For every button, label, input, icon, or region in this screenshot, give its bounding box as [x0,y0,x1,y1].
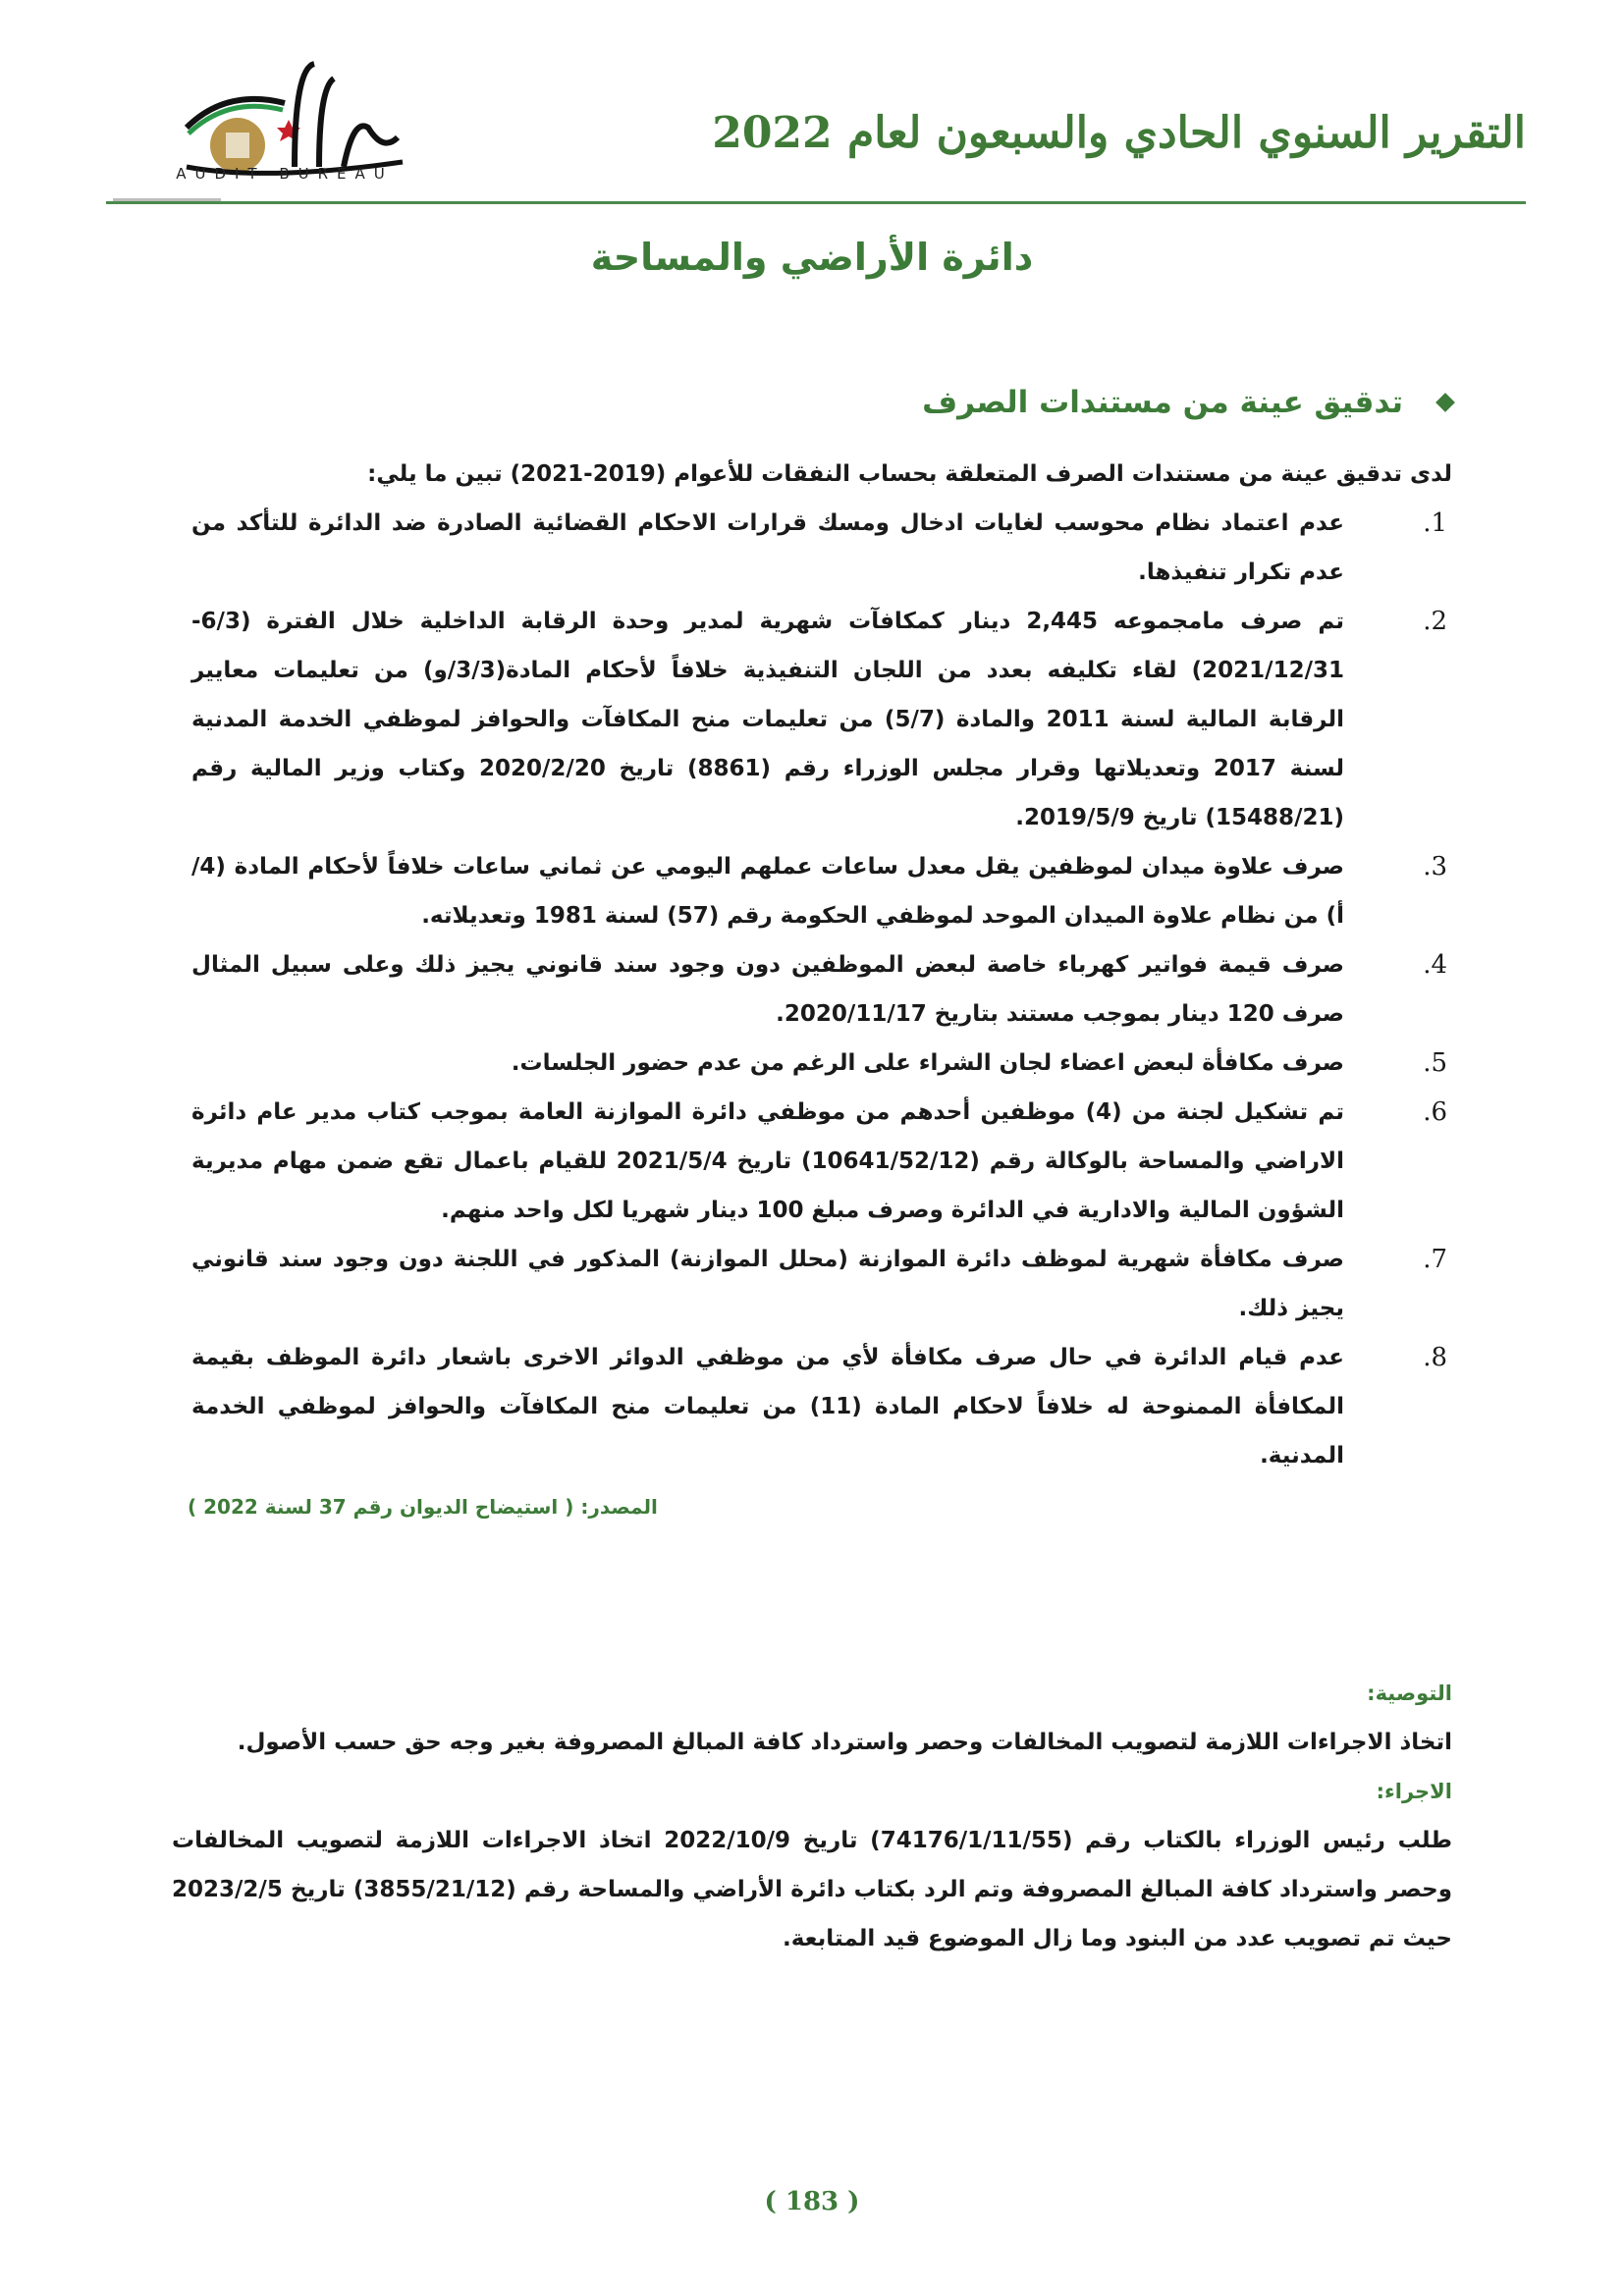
action-text: طلب رئيس الوزراء بالكتاب رقم (74176/1/11/55) تاريخ 2022/10/9 اتخاذ الاجراءات اللازمة لتصويب المخالفات وحصر واسترداد كافة المبالغ المصروفة وتم الرد بكتاب دائرة الأراضي والمساحة رقم (3855/21/12) تاريخ 2023/2/5 حيث تم تصويب عدد من البنود وما زال الموضوع قيد المتابعة. [172,1828,1452,1951]
item-text: عدم اعتماد نظام محوسب لغايات ادخال ومسك قرارات الاحكام القضائية الصادرة ضد الدائرة للتأكد من عدم تكرار تنفيذها. [191,510,1344,585]
item-number: 3. [1423,852,1447,881]
source-text: المصدر: ( استيضاح الديوان رقم 37 لسنة 2022 ) [188,1495,658,1519]
item-text: صرف علاوة ميدان لموظفين يقل معدل ساعات عملهم اليومي عن ثماني ساعات خلافاً لأحكام المادة (4/ أ) من نظام علاوة الميدان الموحد لموظفي الحكومة رقم (57) لسنة 1981 وتعديلاته. [191,854,1344,929]
recommendation-section [172,1669,1452,1963]
section-title: دائرة الأراضي والمساحة [590,236,1034,279]
intro-paragraph: لدى تدقيق عينة من مستندات الصرف المتعلقة بحساب النفقات للأعوام (2019-2021) تبين ما يلي: [367,461,1452,487]
finding-item [191,597,1447,842]
item-text: صرف مكافأة شهرية لموظف دائرة الموازنة (محلل الموازنة) المذكور في اللجنة دون وجود سند قانوني يجيز ذلك. [191,1247,1344,1321]
action-label: الاجراء: [1376,1780,1452,1803]
finding-item [191,1235,1447,1333]
header-divider-accent [113,198,221,201]
item-text: تم صرف مامجموعه 2,445 دينار كمكافآت شهرية لمدير وحدة الرقابة الداخلية خلال الفترة (6/3-2021/12/31) لقاء تكليفه بعدد من اللجان التنفيذية خلافاً لأحكام المادة(3/3/و) من تعليمات معايير الرقابة المالية لسنة 2011 والمادة (5/7) من تعليمات منح المكافآت والحوافز لموظفي الخدمة المدنية لسنة 2017 وتعديلاتها وقرار مجلس الوزراء رقم (8861) تاريخ 2020/2/20 وكتاب وزير المالية رقم (15488/21) تاريخ 2019/5/9. [191,609,1345,830]
item-text: تم تشكيل لجنة من (4) موظفين أحدهم من موظفي دائرة الموازنة العامة بموجب كتاب مدير عام دائرة الاراضي والمساحة بالوكالة رقم (10641/52/12) تاريخ 2021/5/4 للقيام باعمال تقع ضمن مهام مديرية الشؤون المالية والادارية في الدائرة وصرف مبلغ 100 دينار شهريا لكل واحد منهم. [191,1099,1344,1223]
finding-item [191,499,1447,597]
page-number: ( 183 ) [764,2187,860,2216]
header-divider [106,201,1526,204]
finding-item [191,1039,1447,1088]
item-text: صرف قيمة فواتير كهرباء خاصة لبعض الموظفين دون وجود سند قانوني يجيز ذلك وعلى سبيل المثال صرف 120 دينار بموجب مستند بتاريخ 2020/11/17. [191,952,1344,1027]
subheading-text: تدقيق عينة من مستندات الصرف [922,385,1403,420]
diamond-bullet-icon [1435,393,1455,412]
item-number: 7. [1423,1245,1447,1274]
source-note [188,1482,1462,1531]
item-number: 4. [1423,950,1447,980]
item-number: 6. [1423,1097,1447,1127]
logo-caption: AUDIT BUREAU [176,165,394,183]
report-title: التقرير السنوي الحادي والسبعون لعام 2022 [712,108,1526,158]
item-number: 2. [1423,607,1447,636]
finding-item [191,1088,1447,1235]
subheading [922,385,1452,420]
findings-list [191,499,1447,1480]
item-number: 1. [1423,508,1447,538]
item-number: 8. [1423,1343,1447,1372]
findings-section [188,450,1452,1531]
item-text: صرف مكافأة لبعض اعضاء لجان الشراء على الرغم من عدم حضور الجلسات. [511,1050,1344,1076]
finding-item [191,842,1447,940]
item-text: عدم قيام الدائرة في حال صرف مكافأة لأي من موظفي الدوائر الاخرى باشعار دائرة الموظف بقيمة المكافأة الممنوحة له خلافاً لاحكام المادة (11) من تعليمات منح المكافآت والحوافز لموظفي الخدمة المدنية. [191,1345,1344,1468]
recommendation-label: التوصية: [1367,1682,1452,1705]
item-number: 5. [1423,1048,1447,1078]
finding-item [191,940,1447,1039]
finding-item [191,1333,1447,1480]
recommendation-text: اتخاذ الاجراءات اللازمة لتصويب المخالفات وحصر واسترداد كافة المبالغ المصروفة بغير وجه حق حسب الأصول. [237,1730,1452,1755]
